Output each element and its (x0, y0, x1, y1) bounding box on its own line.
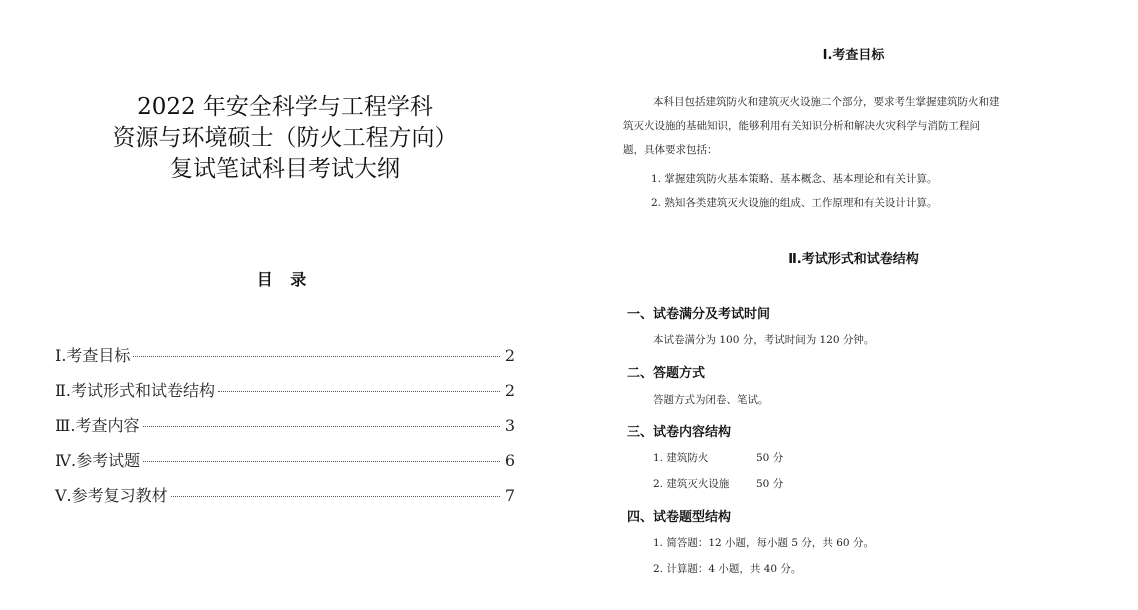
objectives-list (651, 167, 937, 215)
toc-item-exam-content[interactable] (55, 413, 515, 448)
content-area-name: 1. 建筑防火 (653, 452, 709, 464)
cover-title-line-1: 2022 年安全科学与工程学科 (137, 94, 433, 120)
subheading-answer-method: 二、答题方式 (627, 366, 706, 381)
list-item (653, 445, 783, 471)
paragraph-line: 题，具体要求包括： (623, 144, 718, 156)
toc-heading: 目 录 (256, 270, 313, 289)
toc-leader-dots (143, 461, 500, 462)
objectives-paragraph (623, 90, 1082, 162)
list-item: 2. 熟知各类建筑灭火设施的组成、工作原理和有关设计计算。 (651, 197, 938, 209)
toc-item-page: 6 (504, 451, 515, 470)
cover-title-line-3: 复试笔试科目考试大纲 (170, 156, 400, 182)
content-area-score: 50 分 (756, 452, 784, 464)
content-structure-list (653, 445, 783, 497)
toc-leader-dots (133, 356, 500, 357)
table-of-contents (55, 343, 515, 518)
list-item: 1. 掌握建筑防火基本策略、基本概念、基本理论和有关计算。 (651, 173, 938, 185)
content-area-score: 50 分 (756, 478, 784, 490)
answer-method-text: 答题方式为闭卷、笔试。 (653, 394, 769, 406)
toc-leader-dots (143, 426, 500, 427)
toc-item-sample-questions[interactable] (55, 448, 515, 483)
cover-title-line-2: 资源与环境硕士（防火工程方向） (112, 125, 458, 151)
toc-item-label: Ⅳ.参考试题 (55, 451, 141, 470)
section-heading-format: Ⅱ.考试形式和试卷结构 (788, 252, 919, 267)
toc-item-exam-objectives[interactable] (55, 343, 515, 378)
toc-item-page: 2 (504, 381, 515, 400)
subheading-score-time: 一、试卷满分及考试时间 (627, 307, 771, 322)
toc-item-reference-books[interactable] (55, 483, 515, 518)
score-time-text: 本试卷满分为 100 分，考试时间为 120 分钟。 (653, 334, 875, 346)
cover-title (45, 92, 525, 185)
paragraph-line: 本科目包括建筑防火和建筑灭火设施二个部分，要求考生掌握建筑防火和建 (653, 96, 1000, 108)
toc-item-label: Ⅰ.考查目标 (55, 346, 131, 365)
toc-leader-dots (171, 496, 500, 497)
toc-item-label: Ⅲ.考查内容 (55, 416, 140, 435)
toc-leader-dots (218, 391, 500, 392)
toc-item-page: 7 (504, 486, 515, 505)
paragraph-line: 筑灭火设施的基础知识，能够利用有关知识分析和解决火灾科学与消防工程问 (623, 120, 980, 132)
section-heading-objectives: Ⅰ.考查目标 (822, 48, 885, 63)
right-page (569, 0, 1138, 610)
toc-item-exam-format[interactable] (55, 378, 515, 413)
toc-item-label: Ⅱ.考试形式和试卷结构 (55, 381, 215, 400)
list-item: 1. 简答题：12 小题，每小题 5 分，共 60 分。 (653, 537, 874, 549)
list-item: 2. 计算题：4 小题，共 40 分。 (653, 563, 802, 575)
subheading-content-structure: 三、试卷内容结构 (627, 425, 732, 440)
list-item (653, 471, 783, 497)
toc-item-page: 2 (504, 346, 515, 365)
question-types-list (653, 530, 874, 582)
subheading-question-types: 四、试卷题型结构 (627, 510, 732, 525)
toc-item-label: Ⅴ.参考复习教材 (55, 486, 168, 505)
content-area-name: 2. 建筑灭火设施 (653, 478, 730, 490)
toc-item-page: 3 (504, 416, 515, 435)
